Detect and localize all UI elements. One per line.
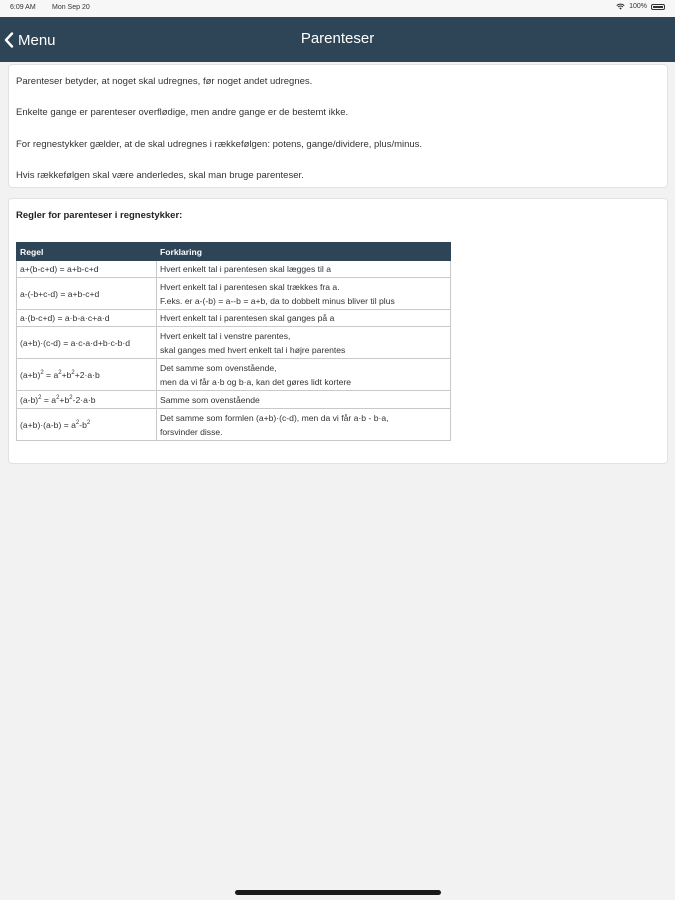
rule-cell: a+(b-c+d) = a+b-c+d [17,261,157,278]
table-row [17,359,451,391]
intro-card [8,64,668,188]
intro-paragraph: Hvis rækkefølgen skal være anderledes, skal man bruge parenteser. [16,170,304,181]
battery-percent: 100% [629,3,647,10]
intro-paragraph: For regnestykker gælder, at de skal udregnes i rækkefølgen: potens, gange/dividere, plus/minus. [16,139,423,150]
home-indicator[interactable] [235,890,441,895]
explanation-cell [157,327,451,359]
rules-table [16,242,451,441]
table-row [17,391,451,409]
table-row [17,409,451,441]
rule-cell: $(a+b)\cdot(a-b) = a^2-b^2$ [17,409,157,441]
explanation-cell [157,310,451,327]
explanation-cell [157,391,451,409]
status-bar [0,0,675,17]
status-indicators [616,3,665,10]
explanation-line: F.eks. er a-(-b) = a--b = a+b, da to dobbelt minus bliver til plus [160,295,395,306]
intro-paragraph: Enkelte gange er parenteser overflødige, men andre gange er de bestemt ikke. [16,107,349,118]
explanation-line: Hvert enkelt tal i parentesen skal lægges til a [160,264,332,274]
navigation-bar [0,17,675,62]
explanation-line: men da vi får a·b og b·a, kan det gøres lidt kortere [160,376,352,387]
table-row [17,278,451,310]
explanation-cell [157,409,451,441]
table-row [17,327,451,359]
explanation-line: Det samme som ovenstående, [160,362,277,373]
header-explanation: Forklaring [157,243,451,261]
rule-cell: a-(-b+c-d) = a+b-c+d [17,278,157,310]
rules-title: Regler for parenteser i regnestykker: [16,210,183,221]
explanation-cell [157,278,451,310]
page-title: Parenteser [300,30,375,47]
explanation-line: Hvert enkelt tal i parentesen skal trækkes fra a. [160,281,340,292]
rule-cell: $(a+b)^2 = a^2+b^2+2\cdot a\cdot b$ [17,359,157,391]
rule-cell: (a+b)·(c-d) = a·c-a·d+b·c-b·d [17,327,157,359]
intro-paragraph: Parenteser betyder, at noget skal udregnes, før noget andet udregnes. [16,76,313,87]
table-row [17,310,451,327]
status-date: Mon Sep 20 [52,4,90,11]
explanation-line: Hvert enkelt tal i venstre parentes, [160,330,291,341]
explanation-cell [157,359,451,391]
explanation-line: Det samme som formlen (a+b)·(c-d), men da vi får a·b - b·a, [160,412,389,423]
table-header-row [17,243,451,261]
header-rule: Regel [17,243,157,261]
explanation-line: Samme som ovenstående [160,394,260,405]
back-menu-label: Menu [18,31,56,49]
explanation-line: forsvinder disse. [160,426,223,437]
explanation-cell [157,261,451,278]
status-time: 6:09 AM [10,4,36,11]
rule-cell: $(a-b)^2 = a^2+b^2-2\cdot a\cdot b$ [17,391,157,409]
wifi-icon [616,3,625,10]
rule-cell: a·(b-c+d) = a·b-a·c+a·d [17,310,157,327]
explanation-line: skal ganges med hvert enkelt tal i højre parentes [160,344,346,355]
explanation-line: Hvert enkelt tal i parentesen skal ganges på a [160,313,335,323]
rules-card [8,198,668,464]
table-row [17,261,451,278]
battery-icon [651,4,665,10]
